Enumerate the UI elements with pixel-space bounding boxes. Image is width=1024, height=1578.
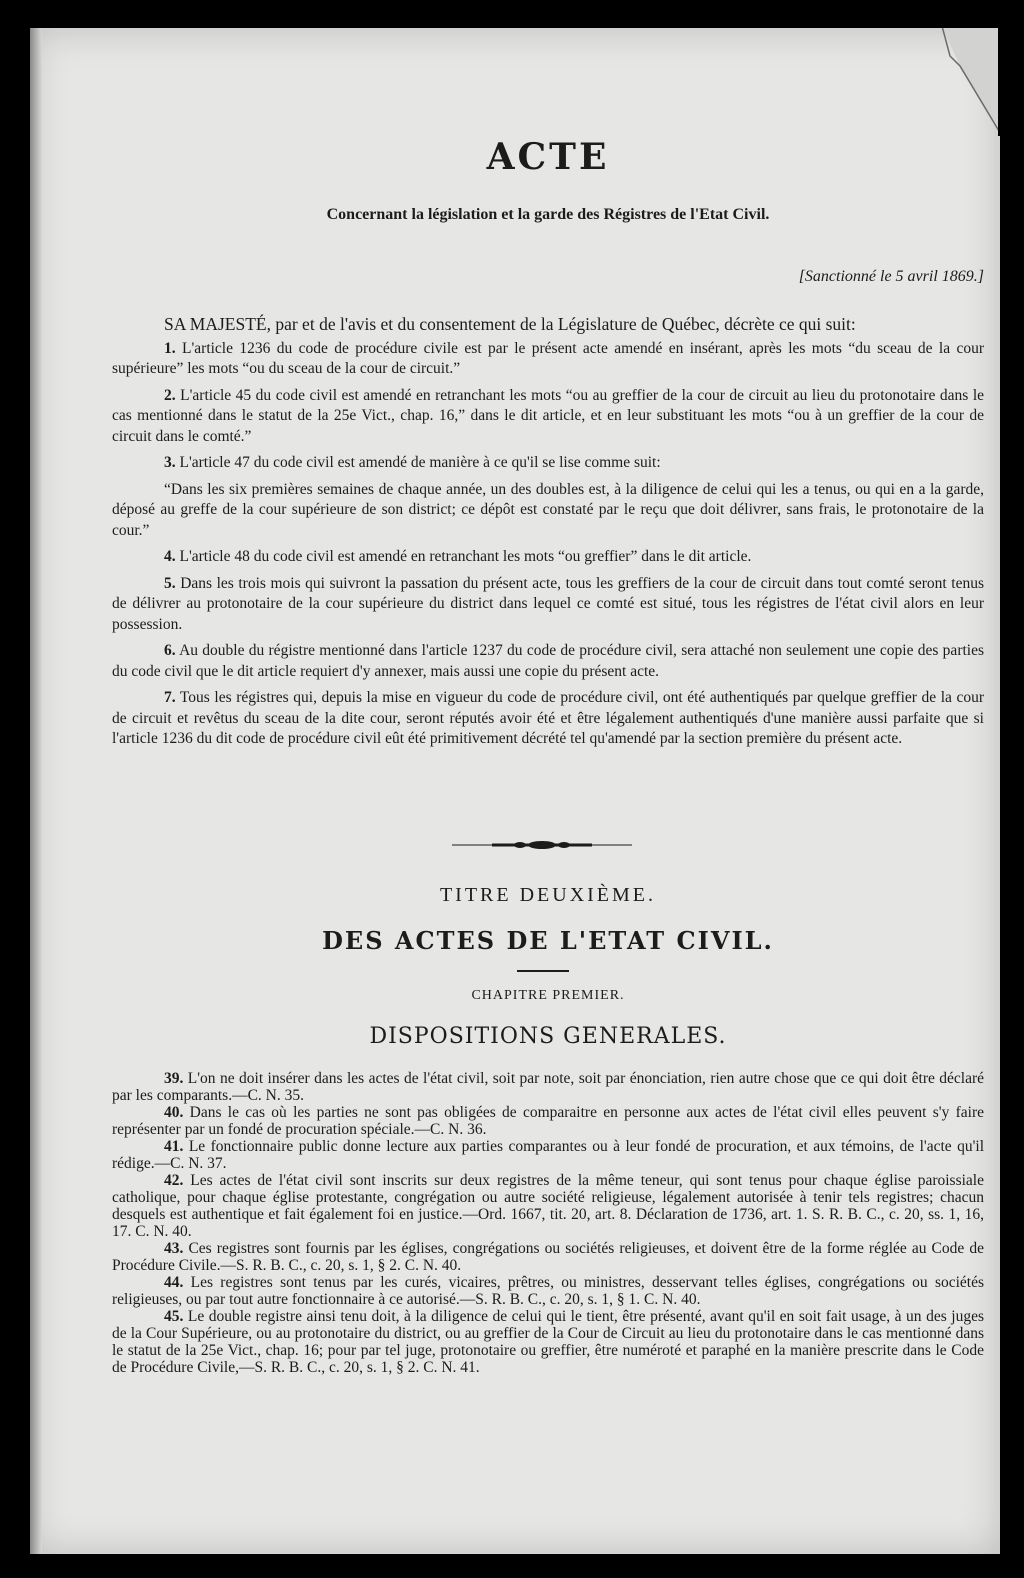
article-text: Au double du régistre mentionné dans l'article 1237 du code de procédure civil, sera attaché non seulement une copie des parties du code civil que le dit article requiert d'y annexer, mais aussi une copie du présent acte. (112, 642, 985, 680)
titre-heading: TITRE DEUXIÈME. (439, 884, 657, 906)
article-text: L'article 48 du code civil est amendé en retranchant les mots “ou greffier” dans le dit article. (179, 548, 752, 565)
article-number: 39. (164, 1070, 184, 1087)
book-spine (30, 28, 42, 1554)
folded-corner (902, 28, 1000, 136)
code-article (112, 1104, 984, 1138)
act-section (112, 480, 984, 542)
article-number: 44. (164, 1274, 184, 1291)
article-number: 1. (164, 339, 176, 357)
sub-heading: DISPOSITIONS GENERALES. (369, 1024, 727, 1049)
article-list (112, 1070, 984, 1376)
article-number: 2. (164, 386, 176, 404)
article-text: Le double registre ainsi tenu doit, à la diligence de celui qui le tient, être présenté, avant qu'il en soit fait usage, à un des juges de la Cour Supérieure, ou au protonotaire du district, ou au greffier de la Cour de Circuit au lieu du protonotaire dans le cas mentionné dans le statut de la 25e Vict., chap. 16; pour par tel juge, protonotaire ou greffier, être numéroté et paraphé en la manière prescrite dans le Code de Procédure Civile,—S. R. B. C., c. 20, s. 1, § 2. C. N. 41. (112, 1308, 984, 1376)
preamble: SA MAJESTÉ, par et de l'avis et du consentement de la Législature de Québec, décrète ce qui suit: (164, 314, 856, 334)
article-text: Tous les régistres qui, depuis la mise en vigueur du code de procédure civil, ont été authentiqués par quelque greffier de la cour de circuit et revêtus du sceau de la dite cour, seront réputés avoir été et être légalement authentiqués d'une manière aussi parfaite que si l'article 1236 du dit code de procédure civil eût été primitivement décrété tel qu'amendé par la section première du présent acte. (112, 689, 984, 747)
article-text: L'on ne doit insérer dans les actes de l'état civil, soit par note, soit par énonciation, rien autre chose que ce qui doit être déclaré par les comparants.—C. N. 35. (112, 1070, 985, 1104)
article-number: 7. (164, 689, 176, 706)
article-text: Les actes de l'état civil sont inscrits sur deux registres de la même teneur, qui sont tenus pour chaque église paroissiale catholique, pour chaque église protestante, congrégation ou autre société religieuse, légalement autorisée à tenir tels registres; chacun desquels est authentique et fait également foi en justice.—Ord. 1667, tit. 20, art. 8. Déclaration de 1736, art. 1. S. R. B. C., c. 20, ss. 1, 16, 17. C. N. 40. (112, 1172, 984, 1240)
article-text: Les registres sont tenus par les curés, vicaires, prêtres, ou ministres, desservant telles églises, congrégations ou sociétés religieuses, ou par tout autre fonctionnaire à ce autorisé.—S. R. B. C., c. 20, s. 1, § 1. C. N. 40. (112, 1274, 985, 1308)
main-heading: DES ACTES DE L'ETAT CIVIL. (322, 926, 774, 955)
code-article (112, 1070, 984, 1104)
act-section (112, 453, 984, 474)
code-article (112, 1308, 984, 1376)
article-number: 42. (164, 1172, 184, 1189)
article-text: L'article 45 du code civil est amendé en retranchant les mots “ou au greffier de la cour de circuit au lieu du protonotaire dans le cas mentionné dans le statut de la 25e Vict., chap. 16,” dans le dit article, et en leur substituant les mots “ou à un greffier de la cour de circuit dans le comté.” (112, 386, 985, 445)
sanction-date: [Sanctionné le 5 avril 1869.] (798, 268, 984, 285)
article-text: Dans les trois mois qui suivront la passation du présent acte, tous les greffiers de la cour de circuit dans tout comté seront tenus de délivrer au protonotaire de la cour supérieure du district dans lequel ce comté est situé, tous les régistres de l'état civil alors en leur possession. (112, 574, 985, 633)
ornament-divider (452, 840, 632, 850)
article-text: Dans le cas où les parties ne sont pas obligées de comparaitre en personne aux actes de l'état civil elles peuvent s'y faire représenter par un fondé de procuration spéciale.—C. N. 36. (112, 1104, 984, 1138)
act-section (112, 386, 984, 448)
article-text: L'article 1236 du code de procédure civile est par le présent acte amendé en insérant, après les mots “du sceau de la cour supérieure” les mots “ou du sceau de la cour de circuit.” (112, 339, 985, 377)
article-number: 3. (164, 454, 176, 471)
article-text: “Dans les six premières semaines de chaque année, un des doubles est, à la diligence de celui qui les a tenus, ou qui en a la garde, déposé au greffe de la cour supérieure de son district; ce dépôt est constaté par le reçu que doit délivrer, sans frais, le protonotaire de la cour.” (112, 480, 984, 539)
act-body (112, 314, 984, 756)
article-number: 41. (164, 1138, 184, 1155)
heading-rule (517, 970, 569, 972)
article-text: Ces registres sont fournis par les églises, congrégations ou sociétés religieuses, et doivent être de la forme réglée au Code de Procédure Civile.—S. R. B. C., c. 20, s. 1, § 2. C. N. 40. (112, 1240, 984, 1274)
section-list (112, 339, 984, 750)
act-section (112, 641, 984, 682)
document-title: ACTE (486, 136, 610, 178)
scanned-page (30, 28, 1000, 1554)
article-number: 45. (164, 1308, 184, 1325)
act-section (112, 574, 984, 636)
article-number: 40. (164, 1104, 184, 1121)
document-subtitle: Concernant la législation et la garde des Régistres de l'Etat Civil. (326, 206, 770, 223)
chapitre-heading: CHAPITRE PREMIER. (471, 988, 625, 1003)
article-number: 6. (164, 642, 176, 659)
article-text: L'article 47 du code civil est amendé de manière à ce qu'il se lise comme suit: (179, 454, 661, 471)
article-number: 4. (164, 548, 176, 565)
act-section (112, 547, 984, 568)
code-article (112, 1274, 984, 1308)
code-article (112, 1172, 984, 1240)
article-text: Le fonctionnaire public donne lecture aux parties comparantes ou à leur fondé de procuration, et aux témoins, de l'acte qu'il rédige.—C. N. 37. (112, 1138, 984, 1172)
act-section (112, 688, 984, 750)
act-section (112, 339, 984, 380)
article-number: 5. (164, 574, 176, 592)
code-article (112, 1240, 984, 1274)
article-number: 43. (164, 1240, 184, 1257)
code-article (112, 1138, 984, 1172)
